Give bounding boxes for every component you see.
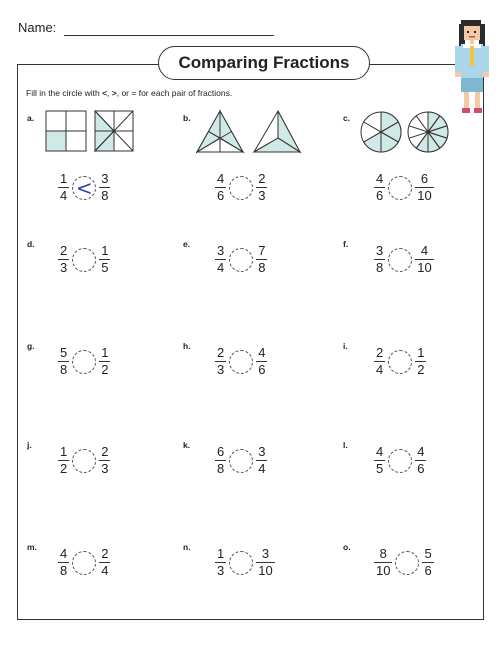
denominator: 2: [101, 362, 109, 377]
numerator: 4: [258, 345, 266, 360]
numerator: 2: [101, 546, 109, 561]
denominator: 8: [217, 461, 225, 476]
left-fraction: [58, 244, 69, 275]
problem-label: d.: [27, 239, 35, 249]
numerator: 6: [420, 171, 429, 186]
numerator: 3: [217, 243, 225, 258]
fraction-comparison: [215, 244, 267, 275]
denominator: 2: [60, 461, 68, 476]
numerator: 2: [101, 444, 109, 459]
fraction-comparison: [215, 547, 275, 578]
answer-circle[interactable]: [72, 248, 96, 272]
right-fraction: [256, 547, 274, 578]
denominator: 3: [101, 461, 109, 476]
right-fraction: [256, 346, 267, 377]
numerator: 5: [424, 546, 432, 561]
problem-label: n.: [183, 542, 191, 552]
right-fraction: [99, 172, 110, 203]
answer-circle[interactable]: [229, 176, 253, 200]
right-fraction: [256, 244, 267, 275]
denominator: 10: [417, 188, 432, 203]
numerator: 5: [60, 345, 68, 360]
numerator: 7: [258, 243, 266, 258]
numerator: 1: [60, 444, 68, 459]
numerator: 1: [101, 345, 109, 360]
problem-label: g.: [27, 341, 35, 351]
denominator: 3: [217, 563, 225, 578]
problem-label: m.: [27, 542, 37, 552]
problem-label: j.: [27, 440, 32, 450]
numerator: 2: [258, 171, 266, 186]
denominator: 4: [101, 563, 109, 578]
fraction-comparison: [374, 244, 434, 275]
fraction-model-b: [196, 109, 302, 155]
numerator: 4: [376, 444, 384, 459]
denominator: 4: [376, 362, 384, 377]
answer-circle[interactable]: [229, 449, 253, 473]
numerator: 1: [217, 546, 225, 561]
left-fraction: [58, 547, 69, 578]
fraction-comparison: [374, 445, 426, 476]
left-fraction: [215, 547, 226, 578]
numerator: 8: [379, 546, 387, 561]
denominator: 10: [376, 563, 391, 578]
denominator: 5: [376, 461, 384, 476]
answer-circle[interactable]: [72, 449, 96, 473]
left-fraction: [374, 445, 385, 476]
numerator: 6: [217, 444, 225, 459]
denominator: 6: [376, 188, 384, 203]
right-fraction: [99, 547, 110, 578]
answer-circle[interactable]: [229, 551, 253, 575]
worksheet-title: Comparing Fractions: [158, 46, 370, 80]
problem-label: h.: [183, 341, 191, 351]
problem-label: i.: [343, 341, 348, 351]
denominator: 8: [101, 188, 109, 203]
left-fraction: [374, 244, 385, 275]
left-fraction: [215, 445, 226, 476]
answer-circle[interactable]: [388, 176, 412, 200]
instructions: Fill in the circle with <, >, or = for each pair of fractions.: [26, 88, 233, 98]
fraction-comparison: [374, 547, 434, 578]
numerator: 3: [261, 546, 270, 561]
right-fraction: [415, 445, 426, 476]
right-fraction: [256, 445, 267, 476]
name-input-line[interactable]: [64, 35, 274, 36]
numerator: 2: [60, 243, 68, 258]
fraction-comparison: [215, 172, 267, 203]
answer-symbol: <: [75, 175, 93, 200]
answer-circle[interactable]: [72, 551, 96, 575]
problem-label: k.: [183, 440, 191, 450]
denominator: 8: [376, 260, 384, 275]
answer-circle[interactable]: [72, 350, 96, 374]
answer-circle[interactable]: [72, 176, 96, 200]
answer-circle[interactable]: [388, 449, 412, 473]
answer-circle[interactable]: [388, 248, 412, 272]
denominator: 6: [217, 188, 225, 203]
numerator: 1: [60, 171, 68, 186]
fraction-model-c: [360, 111, 450, 155]
numerator: 4: [376, 171, 384, 186]
fraction-model-a: [45, 109, 135, 155]
denominator: 6: [424, 563, 432, 578]
left-fraction: [215, 244, 226, 275]
denominator: 3: [258, 188, 266, 203]
answer-circle[interactable]: [388, 350, 412, 374]
name-label: Name:: [18, 20, 57, 35]
denominator: 8: [60, 362, 68, 377]
right-fraction: [99, 346, 110, 377]
numerator: 4: [417, 444, 425, 459]
numerator: 3: [376, 243, 384, 258]
denominator: 4: [217, 260, 225, 275]
right-fraction: [99, 244, 110, 275]
denominator: 6: [258, 362, 266, 377]
problem-label: f.: [343, 239, 349, 249]
denominator: 3: [60, 260, 68, 275]
answer-circle[interactable]: [229, 248, 253, 272]
right-fraction: [415, 244, 433, 275]
denominator: 3: [217, 362, 225, 377]
numerator: 4: [420, 243, 429, 258]
fraction-comparison: [58, 172, 110, 203]
right-fraction: [415, 346, 426, 377]
left-fraction: [215, 172, 226, 203]
denominator: 4: [60, 188, 68, 203]
numerator: 2: [376, 345, 384, 360]
fraction-comparison: [58, 445, 110, 476]
denominator: 6: [417, 461, 425, 476]
numerator: 1: [417, 345, 425, 360]
problem-label: a.: [27, 113, 35, 123]
fraction-comparison: [58, 547, 110, 578]
fraction-comparison: [215, 346, 267, 377]
girl-illustration: [453, 16, 493, 120]
numerator: 1: [101, 243, 109, 258]
numerator: 2: [217, 345, 225, 360]
numerator: 4: [60, 546, 68, 561]
left-fraction: [374, 172, 385, 203]
numerator: 3: [101, 171, 109, 186]
problem-label: o.: [343, 542, 351, 552]
answer-circle[interactable]: [395, 551, 419, 575]
fraction-comparison: [215, 445, 267, 476]
right-fraction: [415, 172, 433, 203]
numerator: 3: [258, 444, 266, 459]
denominator: 4: [258, 461, 266, 476]
left-fraction: [374, 346, 385, 377]
left-fraction: [215, 346, 226, 377]
problem-label: l.: [343, 440, 348, 450]
fraction-comparison: [58, 244, 110, 275]
fraction-comparison: [58, 346, 110, 377]
answer-circle[interactable]: [229, 350, 253, 374]
denominator: 2: [417, 362, 425, 377]
problem-label: e.: [183, 239, 191, 249]
denominator: 10: [417, 260, 432, 275]
numerator: 4: [217, 171, 225, 186]
denominator: 10: [258, 563, 273, 578]
fraction-comparison: [374, 346, 426, 377]
problem-label: b.: [183, 113, 191, 123]
left-fraction: [58, 346, 69, 377]
left-fraction: [374, 547, 392, 578]
right-fraction: [99, 445, 110, 476]
denominator: 8: [258, 260, 266, 275]
right-fraction: [422, 547, 433, 578]
left-fraction: [58, 445, 69, 476]
problem-label: c.: [343, 113, 351, 123]
fraction-comparison: [374, 172, 434, 203]
denominator: 8: [60, 563, 68, 578]
left-fraction: [58, 172, 69, 203]
denominator: 5: [101, 260, 109, 275]
right-fraction: [256, 172, 267, 203]
